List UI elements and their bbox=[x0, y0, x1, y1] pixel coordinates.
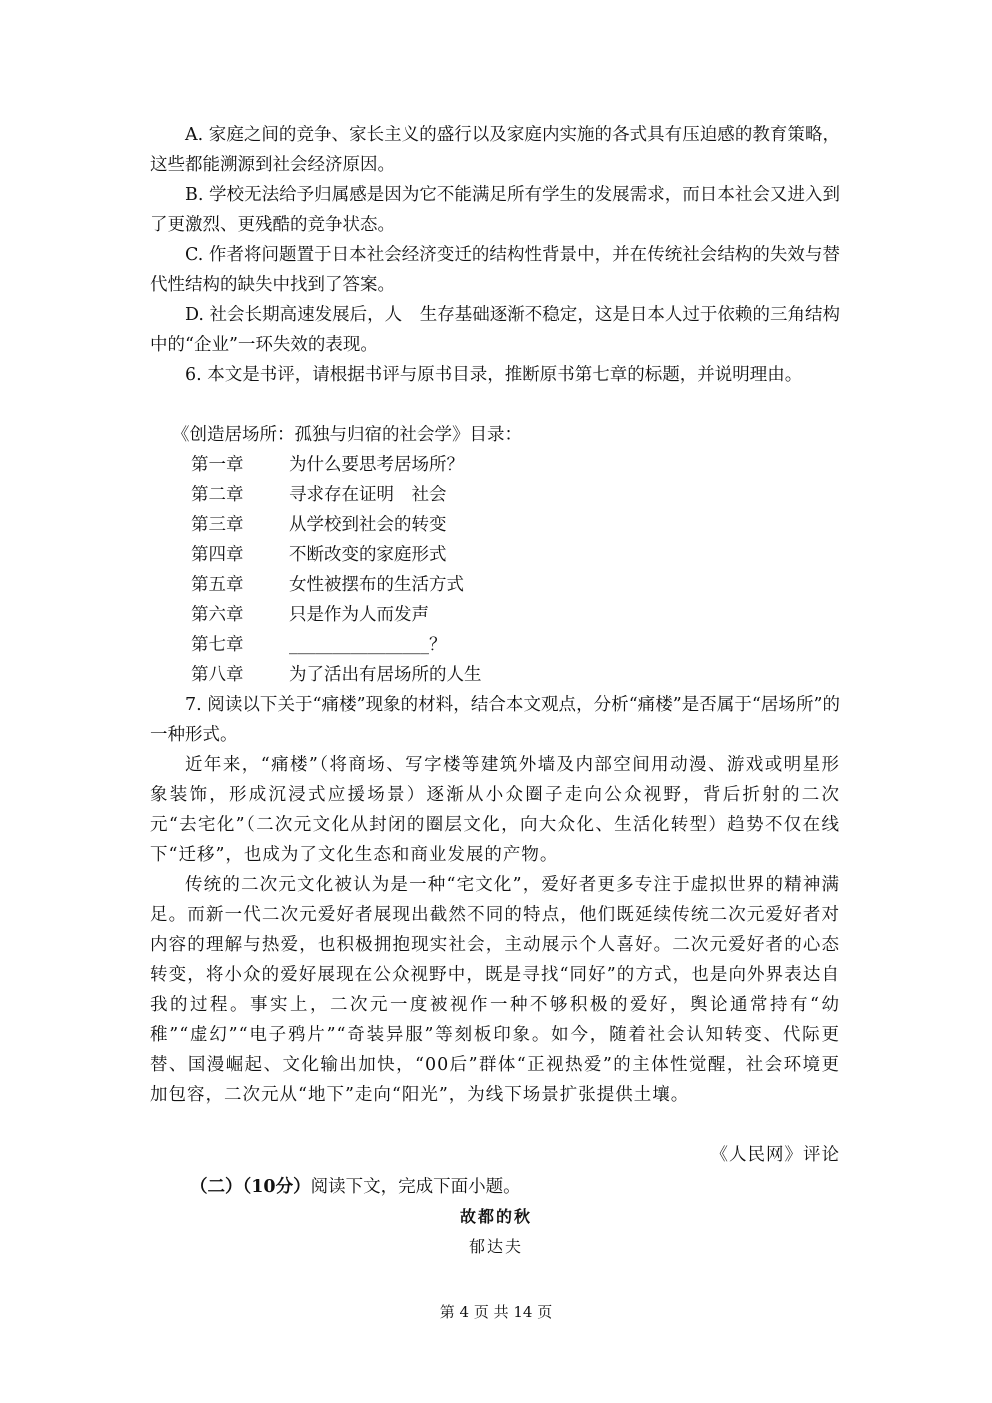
toc-chapter-name: 从学校到社会的转变 bbox=[289, 515, 447, 535]
toc-chapter-name: 为什么要思考居场所？ bbox=[289, 455, 464, 475]
toc-chapter: 第一章 bbox=[191, 455, 244, 475]
toc-chapter-blank: ________________？ bbox=[289, 635, 447, 655]
option-b: B. 学校无法给予归属感是因为它不能满足所有学生的发展需求，而日本社会又进入到了更激烈、更残酷的竞争状态。 bbox=[150, 185, 840, 235]
toc-chapter: 第二章 bbox=[191, 485, 244, 505]
toc-chapter: 第三章 bbox=[191, 515, 244, 535]
section-label: （二）（10分） bbox=[190, 1177, 311, 1197]
book-table-of-contents bbox=[150, 420, 840, 690]
toc-row bbox=[150, 480, 840, 510]
toc-chapter: 第八章 bbox=[191, 665, 244, 685]
material-paragraph: 近年来，“痛楼”（将商场、写字楼等建筑外墙及内部空间用动漫、游戏或明星形象装饰，形成沉浸式应援场景）逐渐从小众圈子走向公众视野，背后折射的二次元“去宅化”（二次元文化从封闭的圈层文化，向大众化、生活化转型）趋势不仅在线下“迁移”，也成为了文化生态和商业发展的产物。 bbox=[150, 755, 840, 865]
material-paragraph: 传统的二次元文化被认为是一种“宅文化”，爱好者更多专注于虚拟世界的精神满足。而新一代二次元爱好者展现出截然不同的特点，他们既延续传统二次元爱好者对内容的理解与热爱，也积极拥抱现实社会，主动展示个人喜好。二次元爱好者的心态转变，将小众的爱好展现在公众视野中，既是寻找“同好”的方式，也是向外界表达自我的过程。事实上，二次元一度被视作一种不够积极的爱好，舆论通常持有“幼稚”“虚幻”“电子鸦片”“奇装异服”等刻板印象。如今，随着社会认知转变、代际更替、国漫崛起、文化输出加快，“00后”群体“正视热爱”的主体性觉醒，社会环境更加包容，二次元从“地下”走向“阳光”，为线下场景扩张提供土壤。 bbox=[150, 875, 840, 1105]
toc-chapter: 第五章 bbox=[191, 575, 244, 595]
toc-chapter: 第四章 bbox=[191, 545, 244, 565]
toc-chapter-name: 为了活出有居场所的人生 bbox=[289, 665, 482, 685]
toc-row bbox=[150, 660, 840, 690]
option-a: A. 家庭之间的竞争、家长主义的盛行以及家庭内实施的各式具有压迫感的教育策略，这些都能溯源到社会经济原因。 bbox=[150, 125, 840, 175]
toc-chapter: 第六章 bbox=[191, 605, 244, 625]
question-6-text: 6. 本文是书评，请根据书评与原书目录，推断原书第七章的标题，并说明理由。 bbox=[185, 365, 803, 385]
toc-chapter-name: 寻求存在证明 社会 bbox=[289, 485, 447, 505]
material-source: 《人民网》评论 bbox=[710, 1145, 840, 1165]
toc-row bbox=[150, 510, 840, 540]
option-c: C. 作者将问题置于日本社会经济变迁的结构性背景中，并在传统社会结构的失效与替代性结构的缺失中找到了答案。 bbox=[150, 245, 840, 295]
question-7-text: 7. 阅读以下关于“痛楼”现象的材料，结合本文观点，分析“痛楼”是否属于“居场所”的一种形式。 bbox=[150, 695, 840, 745]
question-7 bbox=[150, 690, 840, 750]
toc-chapter: 第七章 bbox=[191, 635, 244, 655]
option-d: D. 社会长期高速发展后，人 生存基础逐渐不稳定，这是日本人过于依赖的三角结构中的“企业”一环失效的表现。 bbox=[150, 305, 840, 355]
toc-title: 《创造居场所：孤独与归宿的社会学》目录： bbox=[172, 425, 522, 445]
toc-chapter-name: 只是作为人而发声 bbox=[289, 605, 429, 625]
toc-row bbox=[150, 540, 840, 570]
toc-chapter-name: 不断改变的家庭形式 bbox=[289, 545, 447, 565]
section-heading bbox=[190, 1172, 521, 1202]
toc-row bbox=[150, 600, 840, 630]
reading-material bbox=[150, 750, 840, 1110]
toc-row bbox=[150, 630, 840, 660]
toc-row bbox=[150, 570, 840, 600]
essay-title: 故都的秋 bbox=[459, 1207, 532, 1226]
section-instruction: 阅读下文，完成下面小题。 bbox=[310, 1177, 521, 1197]
essay-author: 郁达夫 bbox=[468, 1237, 523, 1256]
toc-row bbox=[150, 450, 840, 480]
question-6 bbox=[150, 360, 840, 390]
page-footer: 第 4 页 共 14 页 bbox=[439, 1303, 553, 1321]
answer-options bbox=[150, 120, 840, 360]
toc-chapter-name: 女性被摆布的生活方式 bbox=[289, 575, 464, 595]
